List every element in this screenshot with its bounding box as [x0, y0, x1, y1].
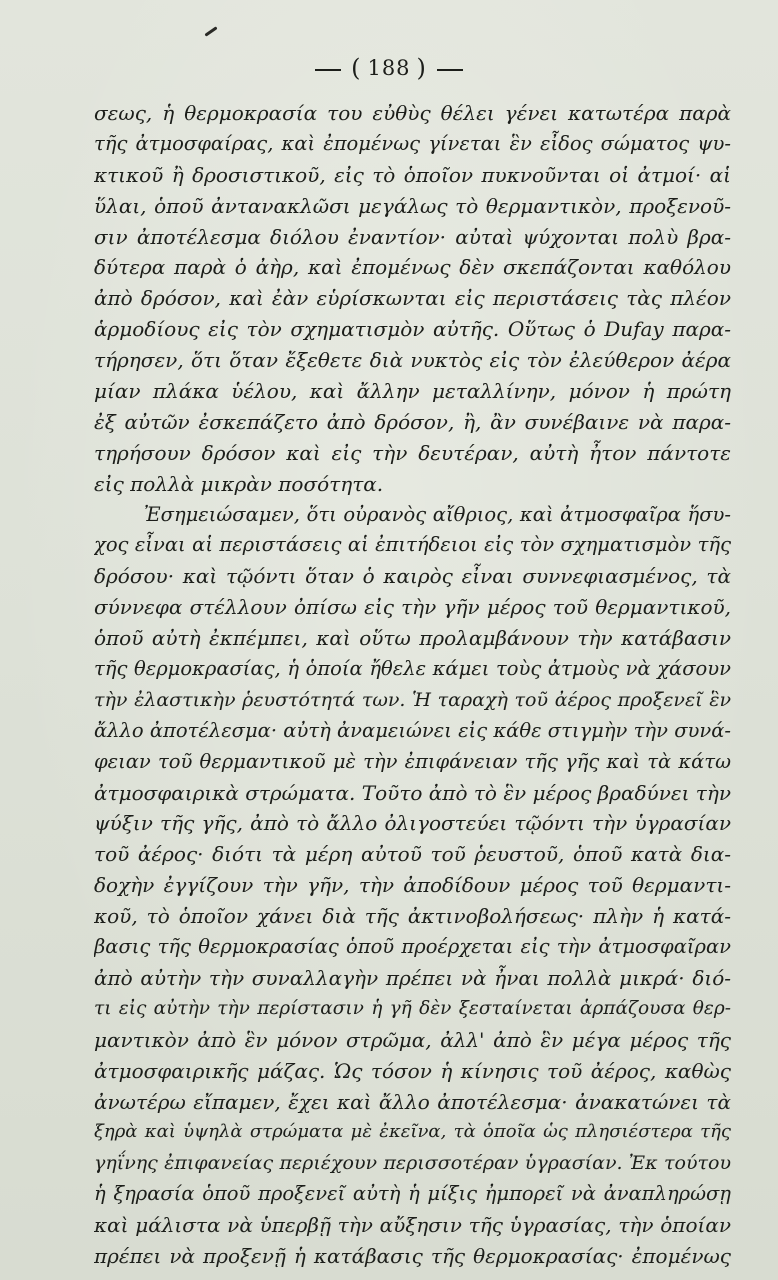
page-header — [0, 54, 778, 82]
paragraph-start-line: Ἐσημειώσαμεν, ὅτι οὐρανὸς αἴθριος, καὶ ἀτμοσφαῖρα ἥσυ- — [144, 502, 731, 526]
text-line: δύτερα παρὰ ὁ ἀὴρ, καὶ ἐπομένως δὲν σκεπάζονται καθόλου — [94, 255, 731, 280]
text-line: δοχὴν ἐγγίζουν τὴν γῆν, τὴν ἀποδίδουν μέρος τοῦ θερμαντι- — [94, 873, 731, 898]
ink-mark — [204, 26, 217, 36]
text-line: πρέπει νὰ προξενῇ ἡ κατάβασις τῆς θερμοκρασίας· ἐπομένως — [94, 1243, 731, 1268]
text-line: ἀπὸ αὐτὴν τὴν συναλλαγὴν πρέπει νὰ ἦναι πολλὰ μικρά· διό- — [94, 965, 731, 990]
text-line: φειαν τοῦ θερμαντικοῦ μὲ τὴν ἐπιφάνειαν τῆς γῆς καὶ τὰ κάτω — [94, 749, 731, 773]
body-text — [94, 98, 731, 1272]
text-line: τὴν ἐλαστικὴν ῥευστότητά των. Ἡ ταραχὴ τοῦ ἀέρος προξενεῖ ἓν — [94, 688, 731, 711]
text-line: ἀπὸ δρόσον, καὶ ἐὰν εὑρίσκωνται εἰς περιστάσεις τὰς πλέον — [94, 286, 731, 311]
header-paren-left: ( — [351, 54, 362, 82]
text-line: βασις τῆς θερμοκρασίας ὁποῦ προέρχεται εἰς τὴν ἀτμοσφαῖραν — [94, 935, 731, 959]
text-line: ὁποῦ αὐτὴ ἐκπέμπει, καὶ οὕτω προλαμβάνουν τὴν κατάβασιν — [94, 626, 731, 651]
text-line: ψύξιν τῆς γῆς, ἀπὸ τὸ ἄλλο ὀλιγοστεύει τῷόντι τὴν ὑγρασίαν — [94, 811, 731, 836]
text-line: τῆς ἀτμοσφαίρας, καὶ ἐπομένως γίνεται ἓν εἶδος σώματος ψυ- — [94, 131, 731, 155]
paragraph-end-line: εἰς πολλὰ μικρὰν ποσότητα. — [94, 471, 384, 496]
text-line: τήρησεν, ὅτι ὅταν ἔξεθετε διὰ νυκτὸς εἰς τὸν ἐλεύθερον ἀέρα — [94, 348, 731, 373]
text-line: ξηρὰ καὶ ὑψηλὰ στρώματα μὲ ἐκεῖνα, τὰ ὁποῖα ὡς πλησιέστερα τῆς — [94, 1121, 731, 1143]
text-line: μίαν πλάκα ὑέλου, καὶ ἄλλην μεταλλίνην, μόνον ἡ πρώτη — [94, 379, 731, 404]
text-line: καὶ μάλιστα νὰ ὑπερβῇ τὴν αὔξησιν τῆς ὑγρασίας, τὴν ὁποίαν — [94, 1213, 731, 1238]
text-line: ἄλλο ἀποτέλεσμα· αὐτὴ ἀναμειώνει εἰς κάθε στιγμὴν τὴν συνά- — [94, 718, 731, 742]
header-dash-right — [437, 69, 463, 71]
text-line: σεως, ἡ θερμοκρασία του εὐθὺς θέλει γένει κατωτέρα παρὰ — [94, 101, 731, 125]
text-line: σιν ἀποτέλεσμα διόλου ἐναντίον· αὐταὶ ψύχονται πολὺ βρα- — [94, 224, 731, 249]
header-paren-right: ) — [416, 54, 427, 82]
text-line: μαντικὸν ἀπὸ ἓν μόνον στρῶμα, ἀλλ' ἀπὸ ἓν μέγα μέρος τῆς — [94, 1027, 731, 1052]
header-dash-left — [315, 69, 341, 71]
text-line: ἡ ξηρασία ὁποῦ προξενεῖ αὐτὴ ἡ μίξις ἠμπορεῖ νὰ ἀναπληρώσῃ — [94, 1182, 731, 1206]
text-line: τοῦ ἀέρος· διότι τὰ μέρη αὐτοῦ τοῦ ῥευστοῦ, ὁποῦ κατὰ δια- — [94, 842, 731, 867]
text-line: κτικοῦ ἢ δροσιστικοῦ, εἰς τὸ ὁποῖον πυκνοῦνται οἱ ἀτμοί· αἱ — [94, 162, 731, 187]
text-line: ὕλαι, ὁποῦ ἀντανακλῶσι μεγάλως τὸ θερμαντικὸν, προξενοῦ- — [94, 193, 731, 218]
text-line: ἀτμοσφαιρικὰ στρώματα. Τοῦτο ἀπὸ τὸ ἓν μέρος βραδύνει τὴν — [94, 780, 731, 805]
page-number: 188 — [367, 56, 411, 80]
text-line: χος εἶναι αἱ περιστάσεις αἱ ἐπιτήδειοι εἰς τὸν σχηματισμὸν τῆς — [94, 533, 731, 557]
text-line: τι εἰς αὐτὴν τὴν περίστασιν ἡ γῆ δὲν ξεσταίνεται ἁρπάζουσα θερ- — [94, 997, 731, 1019]
text-line: ἐξ αὐτῶν ἐσκεπάζετο ἀπὸ δρόσον, ἢ, ἂν συνέβαινε νὰ παρα- — [94, 409, 731, 434]
text-line: ἀνωτέρω εἴπαμεν, ἔχει καὶ ἄλλο ἀποτέλεσμα· ἀνακατώνει τὰ — [94, 1089, 731, 1114]
text-line: γηΐνης ἐπιφανείας περιέχουν περισσοτέραν ὑγρασίαν. Ἐκ τούτου — [94, 1152, 731, 1175]
text-line: ἁρμοδίους εἰς τὸν σχηματισμὸν αὐτῆς. Οὕτως ὁ Dufay παρα- — [94, 317, 731, 342]
text-line: δρόσου· καὶ τῷόντι ὅταν ὁ καιρὸς εἶναι συννεφιασμένος, τὰ — [94, 564, 731, 589]
text-line: ἀτμοσφαιρικῆς μάζας. Ὡς τόσον ἡ κίνησις τοῦ ἀέρος, καθὼς — [94, 1058, 731, 1083]
text-line: τῆς θερμοκρασίας, ἡ ὁποία ἤθελε κάμει τοὺς ἀτμοὺς νὰ χάσουν — [94, 657, 731, 681]
text-line: σύννεφα στέλλουν ὀπίσω εἰς τὴν γῆν μέρος τοῦ θερμαντικοῦ, — [94, 595, 731, 620]
text-line: τηρήσουν δρόσον καὶ εἰς τὴν δευτέραν, αὐτὴ ἦτον πάντοτε — [94, 440, 731, 465]
text-line: κοῦ, τὸ ὁποῖον χάνει διὰ τῆς ἀκτινοβολήσεως· πλὴν ἡ κατά- — [94, 904, 731, 929]
